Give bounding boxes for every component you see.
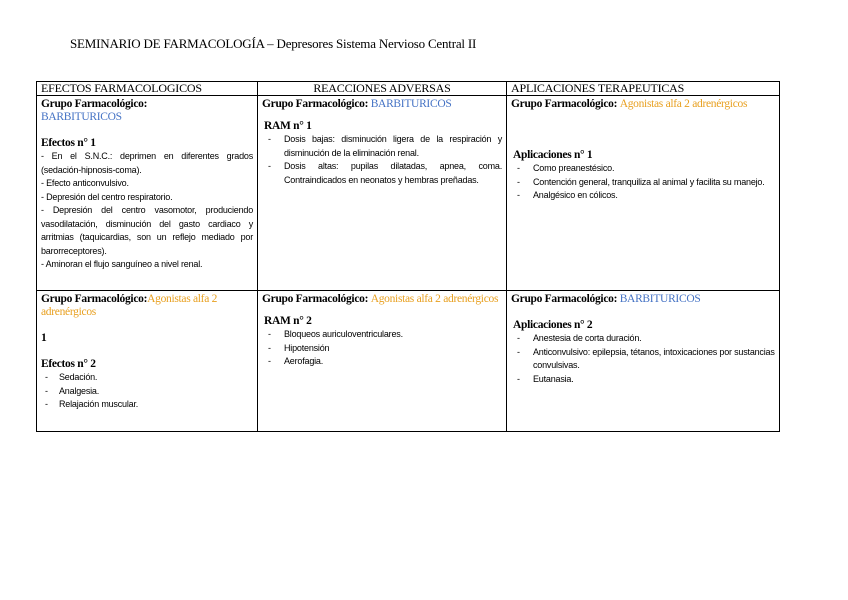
cell-applications-1 — [507, 96, 780, 291]
header-effects: EFECTOS FARMACOLOGICOS — [37, 82, 258, 96]
list-item: - Depresión del centro vasomotor, produciendo vasodilatación, disminución del gasto cardiaco y arritmias (taquicardias, son un reflejo mediado por barorreceptores). — [41, 205, 253, 256]
cell-applications-2 — [507, 291, 780, 432]
group-name: BARBITURICOS — [370, 98, 452, 110]
adverse-list — [262, 133, 502, 187]
group-label — [41, 98, 253, 124]
list-item: - Analgésico en cólicos. — [511, 189, 775, 203]
effects-list — [41, 150, 253, 272]
group-label — [511, 293, 775, 306]
document-title: SEMINARIO DE FARMACOLOGÍA – Depresores Sistema Nervioso Central II — [70, 36, 477, 51]
group-label — [511, 98, 775, 111]
list-item: - Sedación. — [41, 371, 253, 385]
list-item: - Aminoran el flujo sanguíneo a nivel renal. — [41, 259, 203, 269]
group-name: Agonistas alfa 2 adrenérgicos — [370, 293, 499, 305]
group-name: Agonistas alfa 2 adrenérgicos — [41, 293, 218, 318]
section-heading: Aplicaciones n° 2 — [513, 319, 593, 331]
list-item: - Bloqueos auriculoventriculares. — [262, 328, 502, 342]
group-prefix: Grupo Farmacológico: — [41, 98, 148, 110]
group-prefix: Grupo Farmacológico: — [511, 293, 618, 305]
group-name: BARBITURICOS — [619, 293, 701, 305]
applications-list — [511, 332, 775, 386]
section-heading: Aplicaciones n° 1 — [513, 149, 593, 161]
group-prefix: Grupo Farmacológico: — [262, 98, 369, 110]
list-item: - Eutanasia. — [511, 373, 775, 387]
list-item: - Contención general, tranquiliza al animal y facilita su manejo. — [511, 176, 775, 190]
group-label — [41, 293, 253, 319]
marker-text: 1 — [41, 332, 47, 344]
group-prefix: Grupo Farmacológico: — [262, 293, 369, 305]
list-item: - En el S.N.C.: deprimen en diferentes grados (sedación-hipnosis-coma). — [41, 151, 253, 175]
header-applications: APLICACIONES TERAPEUTICAS — [507, 82, 780, 96]
cell-effects-2 — [37, 291, 258, 432]
group-label — [262, 98, 502, 111]
section-heading: RAM n° 2 — [264, 315, 312, 327]
list-item: - Dosis altas: pupilas dilatadas, apnea, coma. Contraindicados en neonatos y hembras preñadas. — [262, 160, 502, 187]
list-item: - Depresión del centro respiratorio. — [41, 191, 173, 202]
table-row — [37, 96, 780, 291]
group-name: Agonistas alfa 2 adrenérgicos — [619, 98, 748, 110]
list-item: - Hipotensión — [262, 342, 502, 356]
cell-effects-1 — [37, 96, 258, 291]
list-item: - Anestesia de corta duración. — [511, 332, 775, 346]
list-item: - Relajación muscular. — [41, 398, 253, 412]
cell-adverse-2 — [258, 291, 507, 432]
list-item: - Anticonvulsivo: epilepsia, tétanos, intoxicaciones por sustancias convulsivas. — [511, 346, 775, 373]
group-label — [262, 293, 502, 306]
section-heading: RAM n° 1 — [264, 120, 312, 132]
section-heading: Efectos n° 1 — [41, 137, 96, 149]
group-name: BARBITURICOS — [41, 111, 122, 123]
group-prefix: Grupo Farmacológico: — [511, 98, 618, 110]
list-item: - Efecto anticonvulsivo. — [41, 178, 129, 188]
header-row — [37, 82, 780, 96]
section-heading: Efectos n° 2 — [41, 358, 96, 370]
cell-adverse-1 — [258, 96, 507, 291]
adverse-list — [262, 328, 502, 369]
list-item: - Aerofagia. — [262, 355, 502, 369]
applications-list — [511, 162, 775, 203]
effects-list — [41, 371, 253, 412]
group-prefix: Grupo Farmacológico: — [41, 293, 148, 305]
list-item: - Como preanestésico. — [511, 162, 775, 176]
list-item: - Analgesia. — [41, 385, 253, 399]
table-row — [37, 291, 780, 432]
list-item: - Dosis bajas: disminución ligera de la respiración y disminución de la eliminación renal. — [262, 133, 502, 160]
pharmacology-table — [36, 81, 780, 432]
header-adverse: REACCIONES ADVERSAS — [258, 82, 507, 96]
